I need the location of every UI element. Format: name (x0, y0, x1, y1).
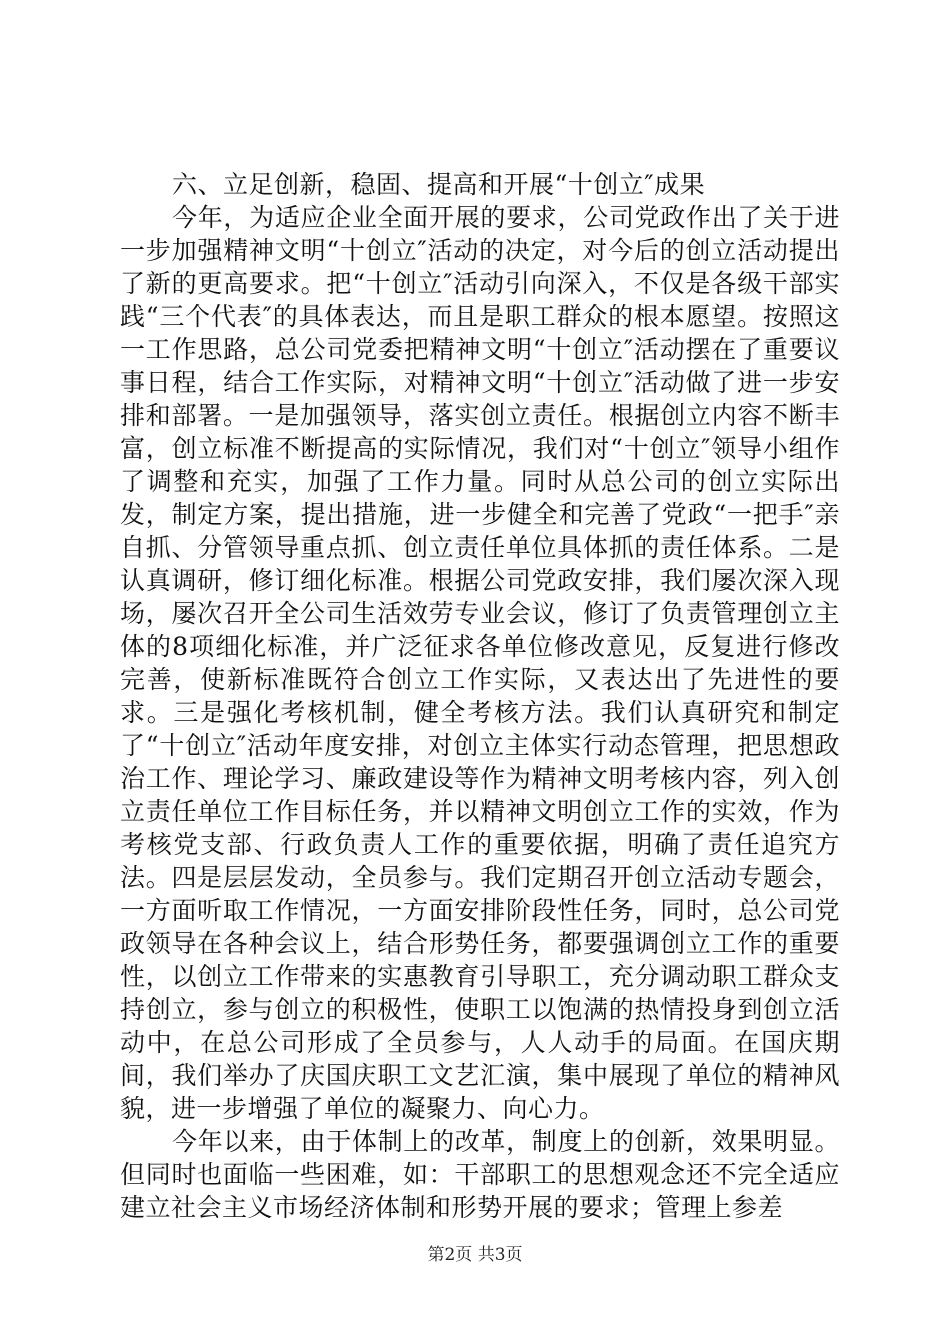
paragraph: 今年，为适应企业全面开展的要求，公司党政作出了关于进一步加强精神文明“十创立″活动的决定，对今后的创立活动提出了新的更高要求。把“十创立″活动引向深入，不仅是各级干部实践“三个代表″的具体表达，而且是职工群众的根本愿望。按照这一工作思路，总公司党委把精神文明“十创立″活动摆在了重要议事日程，结合工作实际，对精神文明“十创立″活动做了进一步安排和部署。一是加强领导，落实创立责任。根据创立内容不断丰富，创立标准不断提高的实际情况，我们对“十创立″领导小组作了调整和充实，加强了工作力量。同时从总公司的创立实际出发，制定方案，提出措施，进一步健全和完善了党政“一把手″亲自抓、分管领导重点抓、创立责任单位具体抓的责任体系。二是认真调研，修订细化标准。根据公司党政安排，我们屡次深入现场，屡次召开全公司生活效劳专业会议，修订了负责管理创立主体的8项细化标准，并广泛征求各单位修改意见，反复进行修改完善，使新标准既符合创立工作实际，又表达出了先进性的要求。三是强化考核机制，健全考核方法。我们认真研究和制定了“十创立″活动年度安排，对创立主体实行动态管理，把思想政治工作、理论学习、廉政建设等作为精神文明考核内容，列入创立责任单位工作目标任务，并以精神文明创立工作的实效，作为考核党支部、行政负责人工作的重要依据，明确了责任追究方法。四是层层发动，全员参与。我们定期召开创立活动专题会，一方面听取工作情况，一方面安排阶段性任务，同时，总公司党政领导在各种会议上，结合形势任务，都要强调创立工作的重要性，以创立工作带来的实惠教育引导职工，充分调动职工群众支持创立，参与创立的积极性，使职工以饱满的热情投身到创立活动中，在总公司形成了全员参与，人人动手的局面。在国庆期间，我们举办了庆国庆职工文艺汇演，集中展现了单位的精神风貌，进一步增强了单位的凝聚力、向心力。 (120, 203, 840, 1123)
page-number-footer: 第2页 共3页 (427, 1245, 523, 1265)
section-heading: 六、立足创新，稳固、提高和开展“十创立″成果 (172, 170, 706, 199)
paragraph: 今年以来，由于体制上的改革，制度上的创新，效果明显。但同时也面临一些困难，如：干部职工的思想观念还不完全适应建立社会主义市场经济体制和形势开展的要求；管理上参差 (120, 1127, 840, 1222)
document-body (120, 168, 840, 1224)
